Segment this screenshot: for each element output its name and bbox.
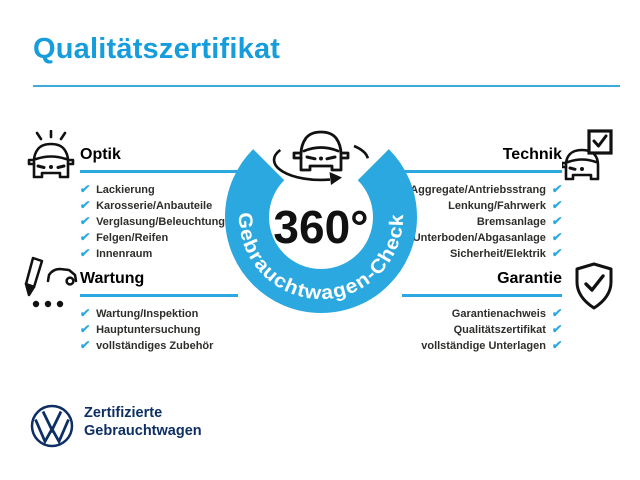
- check-icon: ✔: [551, 306, 564, 320]
- check-item-label: Hauptuntersuchung: [96, 324, 201, 336]
- footer-claim-line1: Zertifizierte: [84, 405, 163, 421]
- section-title: Garantie: [497, 270, 562, 287]
- check-item-label: vollständige Unterlagen: [421, 340, 546, 352]
- check-icon: ✔: [551, 198, 564, 212]
- check-item-label: Felgen/Reifen: [96, 232, 169, 244]
- section-title: Technik: [502, 146, 562, 163]
- check-icon: ✔: [79, 338, 92, 352]
- title-divider: [33, 85, 620, 87]
- car-badge-dot: [319, 157, 323, 161]
- page-title: Qualitätszertifikat: [33, 33, 281, 65]
- check-icon: ✔: [551, 322, 564, 336]
- check-icon: ✔: [551, 214, 564, 228]
- degree-label: 360°: [273, 201, 369, 253]
- ring-label: Gebrauchtwagen-Check: [233, 211, 409, 305]
- vw-logo: [29, 403, 75, 449]
- shield-check-icon: [574, 262, 614, 312]
- section-title: Optik: [80, 146, 121, 163]
- check-item-label: Qualitätszertifikat: [453, 324, 546, 336]
- pencil-checklist-icon: [24, 256, 78, 312]
- check-icon: ✔: [79, 246, 92, 260]
- check-icon: ✔: [551, 182, 564, 196]
- check-icon: ✔: [79, 198, 92, 212]
- check-item-label: Bremsanlage: [476, 216, 546, 228]
- check-item-label: Karosserie/Anbauteile: [96, 200, 213, 212]
- check-icon: ✔: [79, 306, 92, 320]
- check-item-label: Lackierung: [96, 184, 155, 196]
- check-icon: ✔: [79, 322, 92, 336]
- check-item-label: Aggregate/Antriebsstrang: [410, 184, 546, 196]
- check-item-label: Garantienachweis: [451, 308, 546, 320]
- car-checkbox-icon: [562, 129, 614, 183]
- footer-claim: [84, 404, 202, 440]
- check-item-label: Unterboden/Abgasanlage: [412, 232, 546, 244]
- check-item-label: Sicherheit/Elektrik: [449, 248, 546, 260]
- gebrauchtwagen-check-ring: [201, 112, 441, 342]
- check-icon: ✔: [551, 230, 564, 244]
- check-icon: ✔: [79, 230, 92, 244]
- check-item-label: Verglasung/Beleuchtung: [96, 216, 226, 228]
- check-item-label: vollständiges Zubehör: [96, 340, 214, 352]
- check-icon: ✔: [79, 182, 92, 196]
- check-icon: ✔: [551, 246, 564, 260]
- check-icon: ✔: [79, 214, 92, 228]
- check-item-label: Wartung/Inspektion: [96, 308, 199, 320]
- footer-claim-line2: Gebrauchtwagen: [84, 423, 202, 439]
- check-item-label: Lenkung/Fahrwerk: [448, 200, 546, 212]
- car-shine-icon: [27, 130, 75, 182]
- check-item-label: Innenraum: [96, 248, 153, 260]
- check-icon: ✔: [551, 338, 564, 352]
- car-front-icon: [294, 132, 348, 170]
- section-title: Wartung: [80, 270, 145, 287]
